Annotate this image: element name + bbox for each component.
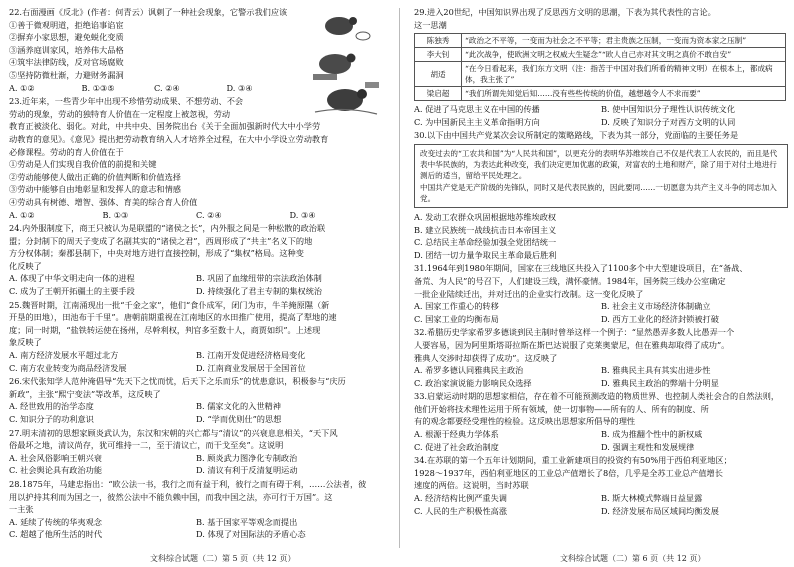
option-item: ③涵养庭训家风，培养伟大品格 xyxy=(9,44,124,55)
question-stem: 34.在苏联的第一个五年计划期间，重工业新建项目的投资约有50%用于西伯利亚地区； xyxy=(414,455,732,466)
answer-options xyxy=(9,516,383,541)
option-c: C. 政治家演说能力影响民众选择 xyxy=(414,377,532,388)
option-d: D. 体现了对国际法的矛盾心态 xyxy=(196,529,306,540)
material-box xyxy=(414,144,788,208)
option-a: A. 延续了传统的华夷观念 xyxy=(9,516,102,527)
question-stem: 用以护持其利而为国之一，彼然公法中不能负赖中国，而我中国之法，亦可行于万国”。这 xyxy=(9,491,333,502)
option-item: ③劳动中能够自由地彰显和发挥人的意志和情感 xyxy=(9,184,181,195)
question-stem: 化反映了 xyxy=(9,260,42,271)
option-b: B. 社会主义市场经济体制确立 xyxy=(601,301,711,312)
question-27 xyxy=(9,427,383,477)
question-stem: 必修课程。劳动的育人价值在于 xyxy=(9,146,124,157)
option-c: C. 促进了社会政治制度 xyxy=(414,441,499,452)
option-d: D. 雅典民主政治的弊端十分明显 xyxy=(601,377,719,388)
question-stem: 人要容易，因为阿里斯塔哥拉斯在斯巴达说服了克莱奥蒙尼，但在雅典却取得了成功”。 xyxy=(414,339,730,350)
table-cell-text: “在今日看起来，我们东方文明（注：指苦于中国对我们所看的精神文明）在根本上，都成病体，我主张了” xyxy=(462,62,786,87)
question-stem: 教育正被淡化、弱化。对此，中共中央、国务院出台《关于全面加强新时代大中小学劳 xyxy=(9,121,321,132)
question-stem: 盟；分封制下的周天子变成了名副其实的“诸侯之君”，西周形成了“共主”名义下的地 xyxy=(9,235,313,246)
question-28 xyxy=(9,478,383,541)
cartoon-image xyxy=(305,12,385,122)
question-stem: 方分权体制；秦郡县制下，中央对地方进行直接控制，形成了“集权”格局。这种变 xyxy=(9,248,304,259)
option-a: A. 促进了马克思主义在中国的传播 xyxy=(414,104,540,115)
page-footer-left: 文科综合试题（二）第 5 页（共 12 页） xyxy=(150,554,296,563)
option-c: C. 总结民主革命经验加强全党团结统一 xyxy=(414,237,557,248)
question-stem: 28.1875年，马建忠指出：“欧公法一书，我行之而有益于利，彼行之而有碍于利，……公法者，彼 xyxy=(9,478,367,489)
option-item: ⑤坚持防微杜渐，力避财务漏洞 xyxy=(9,69,124,80)
answer-options xyxy=(414,428,788,453)
option-d: D. 强调主观性和发展规律 xyxy=(601,441,695,452)
question-stem: 27.明末清初的思想家顾炎武认为，东汉和宋朝的兴亡都与“清议”的兴衰息息相关，“天下风 xyxy=(9,427,338,438)
question-stem: 一批企业陆续迁出，并对迁出的企业实行改制。这一变化反映了 xyxy=(414,288,644,299)
option-d: D. ③④ xyxy=(289,209,316,220)
question-stem: 动教育的意见》。《意见》提出把劳动教育纳入人才培养全过程，在大中小学设立劳动教育 xyxy=(9,133,329,144)
option-d: D. ③④ xyxy=(226,82,253,93)
question-31 xyxy=(414,262,788,325)
option-d: D. 经济发展布局区域间均衡发展 xyxy=(601,505,719,516)
question-stem: 度；同一时期，“盐铁转运使在扬州，尽幹利权，判官多至数十人，商贾如织”。上述现 xyxy=(9,324,321,335)
table-row xyxy=(415,87,786,101)
option-a: A. 南方经济发展水平超过北方 xyxy=(9,350,119,361)
question-stem: 22.右面漫画《反北》(作者：何青云）讽刺了一种社会现象，它警示我们应该 xyxy=(9,7,288,17)
option-a: A. 根源于经典力学体系 xyxy=(414,429,499,440)
option-c: C. 人民的生产积极性高涨 xyxy=(414,505,508,516)
answer-options xyxy=(414,492,788,517)
column-divider xyxy=(399,8,400,548)
question-25 xyxy=(9,299,383,375)
option-c: C. ②④ xyxy=(196,209,222,220)
question-stem: 30.以下由中国共产党某次会议所制定的策略路线，下表为其一部分，党面临的主要任务是 xyxy=(414,130,739,141)
option-c: C. 成为了王朝开拓疆土的主要手段 xyxy=(9,286,135,297)
option-c: C. 知识分子的功利意识 xyxy=(9,414,94,424)
question-24 xyxy=(9,222,383,298)
material-paragraph: 中国共产党是无产阶级的先锋队，同时又是代表民族的，因此要同……一切愿意为共产主义斗争的同志加入党。 xyxy=(420,182,777,203)
option-b: B. 巩固了血缘纽带的宗法政治体制 xyxy=(196,273,322,284)
table-row xyxy=(415,62,786,87)
answer-options xyxy=(9,82,299,95)
question-29 xyxy=(414,6,788,128)
table-cell-text: “政治之不平等，一变而为社会之不平等；君主贵族之压制，一变而为资本家之压制” xyxy=(462,34,786,48)
option-a: A. 经世致用的治学态度 xyxy=(9,401,94,412)
table-cell-name: 陈独秀 xyxy=(415,34,462,48)
question-stem: 23.近年来，一些青少年中出现不珍惜劳动成果、不想劳动、不会 xyxy=(9,96,244,107)
option-item: ②劳动能够使人做出正确的价值判断和价值选择 xyxy=(9,171,181,182)
option-c: C. 社会舆论具有政治功能 xyxy=(9,465,103,476)
question-stem: 象反映了 xyxy=(9,337,42,348)
option-item: ②摒弃小家思想，避免蜕化变质 xyxy=(9,32,124,43)
question-stem: 29.进入20世纪，中国知识界出现了反思西方文明的思潮，下表为其代表性的言论。 xyxy=(414,7,716,17)
option-b: B. 成为推翻个性中的新权威 xyxy=(601,429,703,440)
option-b: B. 使中国知识分子理性认识传统文化 xyxy=(601,104,736,115)
table-row xyxy=(415,34,786,48)
question-33 xyxy=(414,390,788,453)
answer-options xyxy=(9,452,383,477)
option-a: A. ①② xyxy=(9,82,35,93)
question-stem: 这一思潮 xyxy=(414,19,447,30)
material-paragraph: 改变过去的“工农共和国”为“人民共和国”，以更充分的表明华苏维埃自己不仅是代表工人农民的，而且是代表中华民族的，为表达此种改变，我们决定更加优惠的政策，对富农的土地和财产，除了用于对付土地进行测后的适当，留给平民处理之。 xyxy=(420,148,778,181)
option-a: A. ①② xyxy=(9,209,35,220)
table-cell-name: 胡适 xyxy=(415,62,462,87)
option-c: C. ②④ xyxy=(154,82,180,93)
option-b: B. ①③⑤ xyxy=(81,82,115,93)
option-b: B. 江南开发促进经济格局变化 xyxy=(196,350,306,361)
question-stem: 备荒、为人民”的号召下，人们建设三线，满怀豪情。1984年，国务院三线办公室确定 xyxy=(414,275,726,286)
option-d: D. 持续强化了君主专制的集权统治 xyxy=(196,286,323,297)
option-c: C. 国家工业的均衡布局 xyxy=(414,313,499,324)
question-stem: 俗最坏之地，清议尚存，犹可维持一二，至于清议亡，而干戈至矣”。这说明 xyxy=(9,440,284,451)
answer-options xyxy=(9,400,383,425)
option-d: D. 清议有利于反清复明运动 xyxy=(196,465,298,476)
question-stem: 33.启蒙运动时期的思想家相信，存在着不可能预测改造的物质世界、也控制人类社会合的自然法则， xyxy=(414,391,780,402)
question-stem: 新政”，主张“熙宁变法”等改革，这反映了 xyxy=(9,388,161,399)
question-stem: 有的观念都要经受理性的检验。这反映出思想家所倡导的理性 xyxy=(414,416,636,427)
option-a: A. 发动工农群众巩固根据地苏维埃政权 xyxy=(414,211,557,222)
answer-options xyxy=(9,272,383,297)
option-d: D. 西方工业化的经济封锁被打破 xyxy=(601,313,719,324)
right-column xyxy=(414,6,788,518)
table-cell-name: 李大钊 xyxy=(415,48,462,62)
question-stem: 开垦的田地），田池布于千里”。唐朝前期重视在江南地区的水田推广使用，提高了犁地的速 xyxy=(9,312,337,323)
question-stem: 他们开始将技术理性运用于所有领域，使一切事物——所有的人、所有的制度、所 xyxy=(414,403,709,414)
question-32 xyxy=(414,326,788,389)
question-stem: 劳动的现象，劳动的独特育人价值在一定程度上被忽视，劳动 xyxy=(9,108,231,119)
question-stem: 25.魏晋时期，江南涌现出一批“千金之家”，他们“食仆成军，闭门为市，牛羊掩原隰（新 xyxy=(9,299,330,310)
option-item: ④筑牢法律防线，反对官场腐败 xyxy=(9,57,124,68)
question-26 xyxy=(9,375,383,425)
option-a: A. 希罗多德认同雅典民主政治 xyxy=(414,365,524,376)
option-d: D. 团结一切力量争取民主革命最后胜利 xyxy=(414,249,557,260)
option-a: A. 体现了中华文明走向一体的进程 xyxy=(9,273,135,284)
cartoon-illustration xyxy=(305,12,385,122)
option-c: C. 超越了他所生活的时代 xyxy=(9,529,103,540)
question-stem: 26.宋代张知学人范仲淹倡导“先天下之忧而忧，后天下之乐而乐”的忧患意识，积极参与“庆历 xyxy=(9,376,346,387)
option-b: B. 顾炎武力图净化专制政治 xyxy=(196,452,298,463)
question-stem: 24.内外服制度下，商王只被认为是联盟的“诸侯之长”，内外服之间是一种松散的政治联 xyxy=(9,223,326,234)
option-b: B. 建立民族统一战线抗击日本帝国主义 xyxy=(414,224,557,235)
answer-options xyxy=(414,103,788,128)
answer-options xyxy=(414,364,788,389)
table-cell-text: “我们所谓先知觉后知……没有些些传统的价值，越想越令人不求而要” xyxy=(462,87,786,101)
page-footer-right: 文科综合试题（二）第 6 页（共 12 页） xyxy=(560,554,706,563)
option-b: B. 基于国家平等观念而提出 xyxy=(196,516,298,527)
answer-options xyxy=(9,209,383,222)
table-cell-name: 梁启超 xyxy=(415,87,462,101)
option-a: A. 经济结构比例严重失调 xyxy=(414,493,507,504)
question-stem: 32.希腊历史学家希罗多德谈到民主制时曾举这样一个例子：“显然愚弄多数人比愚弄一个 xyxy=(414,327,735,338)
option-a: A. 国家工作重心的转移 xyxy=(414,301,499,312)
answer-options xyxy=(414,300,788,325)
question-34 xyxy=(414,454,788,517)
question-30 xyxy=(414,129,788,261)
question-stem: 雅典人交涉时却获得了成功”。这反映了 xyxy=(414,352,558,363)
answer-options xyxy=(414,211,788,261)
option-d: D. 反映了知识分子对西方文明的认同 xyxy=(601,116,736,127)
option-b: B. 斯大林模式弊端日益显露 xyxy=(601,493,703,504)
option-item: ①善于微观明道，拒绝谄事谄宦 xyxy=(9,19,124,30)
option-c: C. 南方农业转变为商品经济发展 xyxy=(9,362,127,373)
answer-options xyxy=(9,349,383,374)
option-b: B. 雅典民主具有其实出进步性 xyxy=(601,365,711,376)
option-b: B. ①③ xyxy=(102,209,129,220)
left-column xyxy=(9,6,383,542)
question-stem: 31.1964年到1980年期间，国家在三线地区共投入了1100多个中大型建设项目，在“备战、 xyxy=(414,263,748,274)
option-d: D. 江南商业发展居于全国首位 xyxy=(196,362,306,373)
table-row xyxy=(415,48,786,62)
option-item: ④劳动具有树德、增智、强体、育美的综合育人价值 xyxy=(9,196,198,207)
question-stem: 速度的两倍。这说明，当时苏联 xyxy=(414,480,529,491)
question-stem: 1928～1937年，西伯利亚地区的工业总产值增长了8倍，几乎是全苏工业总产值增长 xyxy=(414,467,723,478)
table-cell-text: “此次战争，使欧洲文明之权威大生疑念”“欧人自己亦对其文明之真价不敢自安” xyxy=(462,48,786,62)
option-d: D. “学而优则仕”的思想 xyxy=(196,414,282,424)
option-a: A. 社会风俗影响王朝兴衰 xyxy=(9,452,102,463)
option-c: C. 为中国新民主主义革命指明方向 xyxy=(414,116,540,127)
option-b: B. 儒家文化的入世精神 xyxy=(196,401,281,412)
option-item: ①劳动是人们实现自我价值的前提和关键 xyxy=(9,159,157,170)
question-stem: 一主张 xyxy=(9,504,34,515)
quote-table xyxy=(414,33,786,101)
